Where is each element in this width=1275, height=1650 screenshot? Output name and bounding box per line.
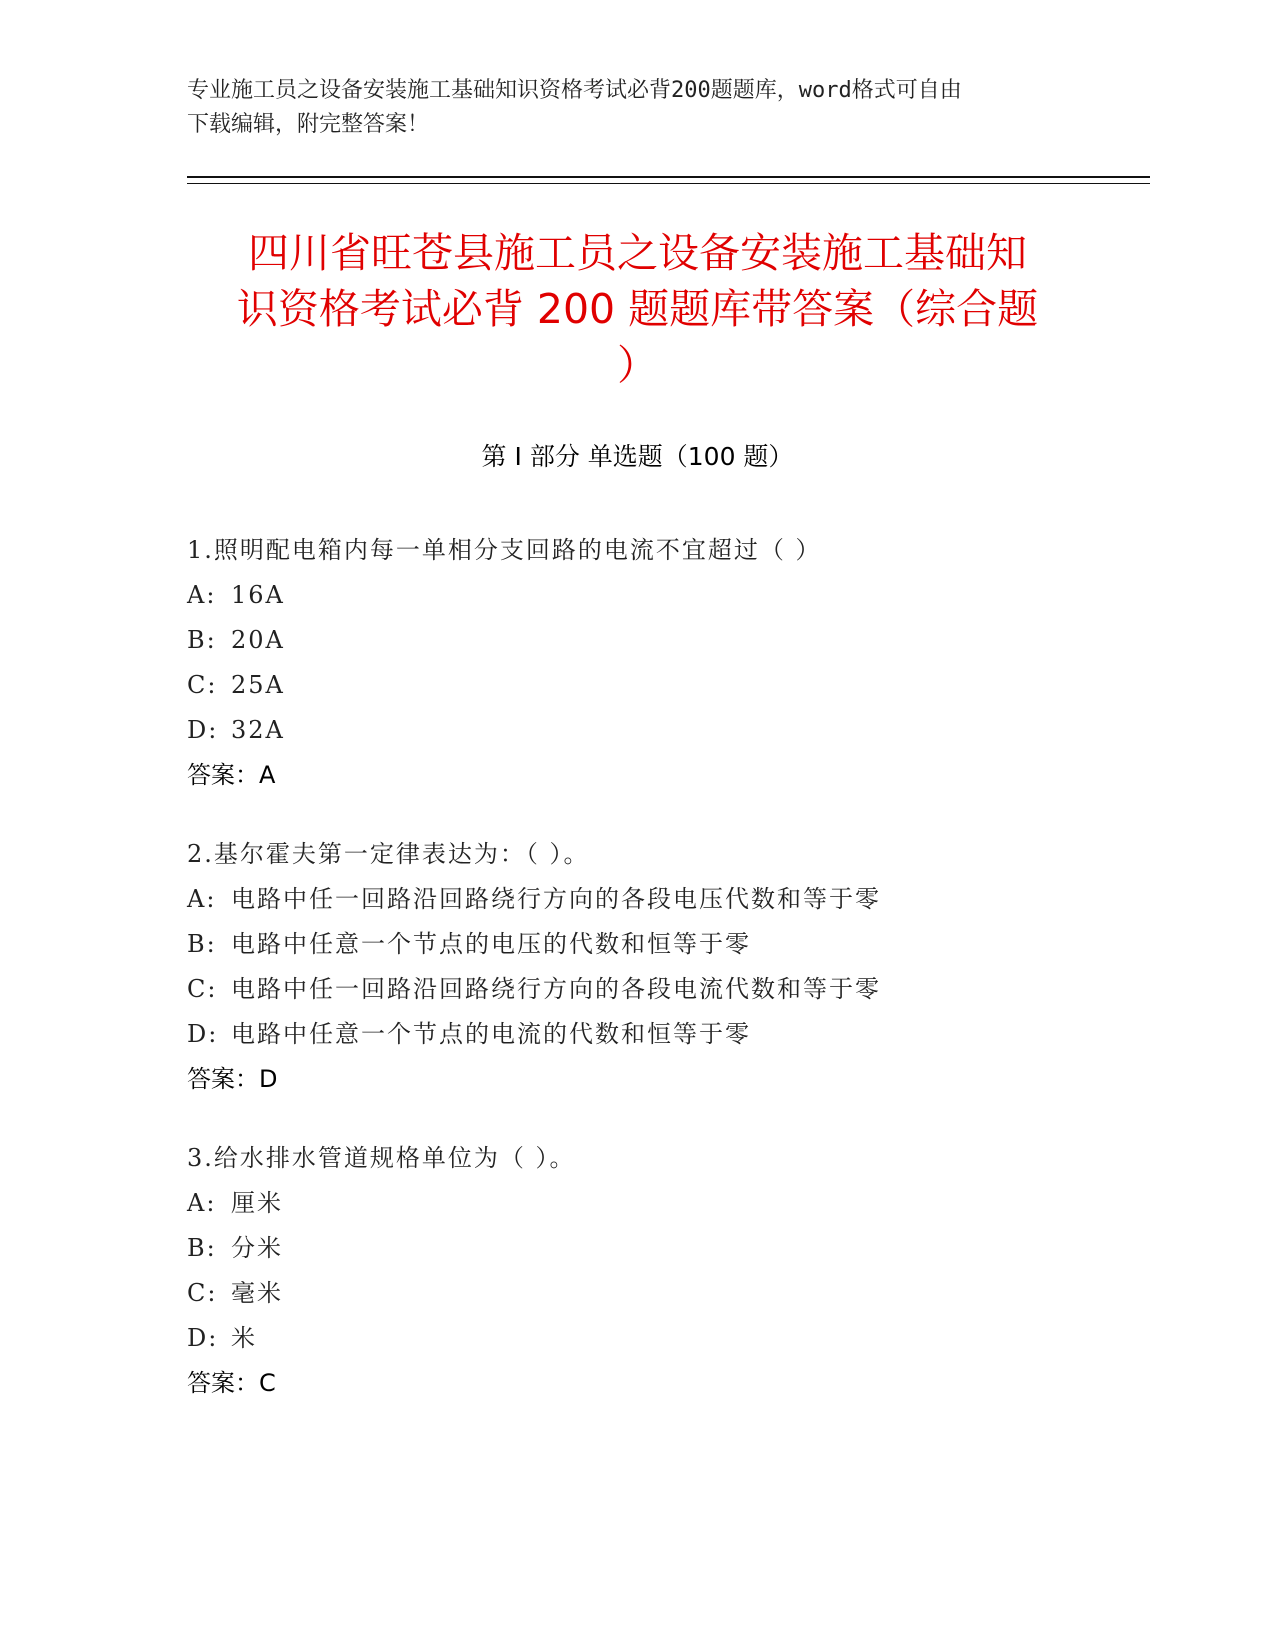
option-key: A: [187,581,217,609]
option-key: B: [187,930,217,958]
option-a [187,1181,1147,1226]
option-text: 25A [231,671,285,699]
question-list [187,528,1147,1440]
option-key: D: [187,1324,219,1352]
option-text: 电路中任一回路沿回路绕行方向的各段电压代数和等于零 [231,885,881,913]
header-divider-thick [187,176,1150,178]
option-text: 20A [231,626,285,654]
option-c [187,967,1147,1012]
document-title-line: 识资格考试必背 200 题题库带答案（综合题 [236,285,1039,333]
question-stem: 1.照明配电箱内每一单相分支回路的电流不宜超过（ ） [187,536,822,564]
option-text: 32A [231,716,285,744]
option-key: C: [187,1279,218,1307]
question-item [187,832,1147,1102]
question-item [187,1136,1147,1406]
option-text: 米 [231,1324,257,1352]
question-item [187,528,1147,798]
option-d [187,1316,1147,1361]
option-b [187,618,1147,663]
option-c [187,1271,1147,1316]
answer-line: 答案：C [187,1369,276,1397]
option-key: B: [187,1234,217,1262]
option-text: 分米 [231,1234,283,1262]
option-d [187,1012,1147,1057]
option-b [187,1226,1147,1271]
option-key: D: [187,716,219,744]
answer-line: 答案：A [187,761,276,789]
option-text: 16A [231,581,285,609]
option-text: 厘米 [231,1189,283,1217]
option-c [187,663,1147,708]
option-a [187,877,1147,922]
document-title-line: ） [617,341,658,389]
option-key: B: [187,626,217,654]
option-text: 电路中任一回路沿回路绕行方向的各段电流代数和等于零 [231,975,881,1003]
option-a [187,573,1147,618]
option-d [187,708,1147,753]
option-key: D: [187,1020,219,1048]
option-key: C: [187,975,218,1003]
header-note [187,74,1087,142]
header-note-line: 下载编辑，附完整答案！ [187,112,430,137]
option-b [187,922,1147,967]
option-text: 毫米 [231,1279,283,1307]
question-stem: 3.给水排水管道规格单位为（ ）。 [187,1144,576,1172]
option-text: 电路中任意一个节点的电流的代数和恒等于零 [231,1020,751,1048]
answer-line: 答案：D [187,1065,278,1093]
option-key: A: [187,1189,217,1217]
section-title: 第 I 部分 单选题（100 题） [481,442,794,471]
header-note-line: 专业施工员之设备安装施工基础知识资格考试必背200题题库，word格式可自由 [187,78,962,103]
header-divider-thin [187,183,1150,184]
document-title [150,225,1125,393]
question-stem: 2.基尔霍夫第一定律表达为：（ ）。 [187,840,590,868]
option-key: C: [187,671,218,699]
option-text: 电路中任意一个节点的电压的代数和恒等于零 [231,930,751,958]
document-title-line: 四川省旺苍县施工员之设备安装施工基础知 [248,229,1027,277]
option-key: A: [187,885,217,913]
